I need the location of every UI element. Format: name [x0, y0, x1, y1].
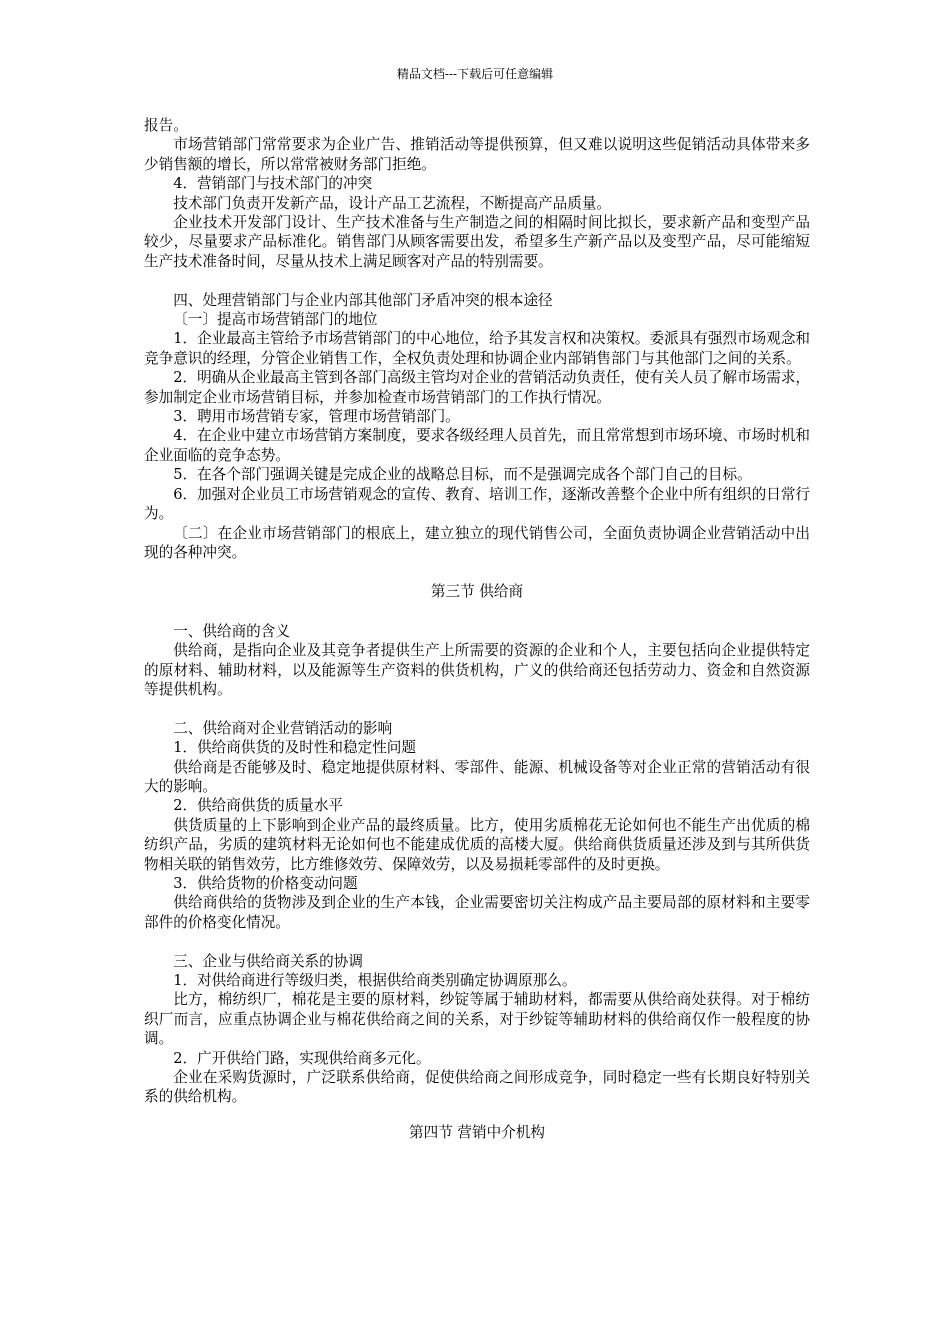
blank-line [144, 271, 810, 290]
heading: 二、供给商对企业营销活动的影响 [173, 719, 393, 737]
blank-line [144, 1107, 810, 1123]
document-body [144, 116, 810, 1142]
paragraph: 6．加强对企业员工市场营销观念的宣传、教育、培训工作，逐渐改善整个企业中所有组织的日常行为。 [144, 485, 811, 523]
blank-line [144, 562, 810, 582]
paragraph: 3．聘用市场营销专家，管理市场营销部门。 [173, 408, 460, 426]
blank-line [144, 932, 810, 951]
page-header: 精品文档---下载后可任意编辑 [396, 67, 554, 81]
blank-line [144, 602, 810, 622]
paragraph: 供给商供给的货物涉及到企业的生产本钱，企业需要密切关注构成产品主要局部的原材料和主要零部件的价格变化情况。 [144, 894, 810, 931]
paragraph: 供给商，是指向企业及其竞争者提供生产上所需要的资源的企业和个人，主要包括向企业提供特定的原材料、辅助材料，以及能源等生产资料的供货机构，广义的供给商还包括劳动力、资金和自然资源等提供机构。 [144, 642, 810, 698]
heading: 三、企业与供给商关系的协调 [173, 952, 363, 970]
subheading: 3．供给货物的价格变动问题 [173, 875, 358, 892]
paragraph: 供给商是否能够及时、稳定地提供原材料、零部件、能源、机械设备等对企业正常的营销活动有很大的影响。 [144, 758, 810, 795]
paragraph: 4．在企业中建立市场营销方案制度，要求各级经理人员首先，而且常常想到市场环境、市场时机和企业面临的竞争态势。 [144, 427, 811, 464]
subheading: 1．对供给商进行等级归类，根据供给商类别确定协调原那么。 [173, 972, 577, 990]
section-title: 第三节 供给商 [430, 583, 524, 601]
paragraph: 报告。 [144, 117, 188, 134]
subheading: 1．供给商供货的及时性和稳定性问题 [173, 739, 416, 757]
heading: 一、供给商的含义 [173, 622, 290, 640]
subheading: 〔一〕提高市场营销部门的地位 [173, 311, 378, 329]
section-title: 第四节 营销中介机构 [409, 1123, 545, 1141]
paragraph: 〔二〕在企业市场营销部门的根底上，建立独立的现代销售公司，全面负责协调企业营销活动中出现的各种冲突。 [144, 524, 810, 561]
paragraph: 比方，棉纺织厂，棉花是主要的原材料，纱锭等属于辅助材料，都需要从供给商处获得。对于棉纺织厂而言，应重点协调企业与棉花供给商之间的关系，对于纱锭等辅助材料的供给商仅作一般程度的协调。 [144, 991, 810, 1048]
paragraph: 企业技术开发部门设计、生产技术准备与生产制造之间的相隔时间比拟长，要求新产品和变型产品较少，尽量要求产品标准化。销售部门从顾客需要出发，希望多生产新产品以及变型产品，尽可能缩短生产技术准备时间，尽量从技术上满足顾客对产品的特别需要。 [144, 214, 810, 270]
paragraph: 1．企业最高主管给予市场营销部门的中心地位，给予其发言权和决策权。委派具有强烈市场观念和竞争意识的经理，分管企业销售工作，全权负责处理和协调企业内部销售部门与其他部门之间的关系。 [144, 330, 811, 367]
paragraph: 供货质量的上下影响到企业产品的最终质量。比方，使用劣质棉花无论如何也不能生产出优质的棉纺织产品，劣质的建筑材料无论如何也不能建成优质的高楼大厦。供给商供货质量还涉及到与其所供货物相关联的销售效劳，比方维修效劳、保障效劳，以及易损耗零部件的及时更换。 [144, 816, 810, 873]
paragraph: 技术部门负责开发新产品，设计产品工艺流程，不断提高产品质量。 [173, 194, 612, 212]
subheading: 2．广开供给门路，实现供给商多元化。 [173, 1049, 431, 1067]
subheading: 4．营销部门与技术部门的冲突 [173, 175, 373, 193]
heading: 四、处理营销部门与企业内部其他部门矛盾冲突的根本途径 [173, 291, 553, 309]
paragraph: 企业在采购货源时，广泛联系供给商，促使供给商之间形成竞争，同时稳定一些有长期良好特别关系的供给机构。 [144, 1069, 810, 1106]
paragraph: 市场营销部门常常要求为企业广告、推销活动等提供预算，但又难以说明这些促销活动具体带来多少销售额的增长，所以常常被财务部门拒绝。 [144, 136, 810, 173]
subheading: 2．供给商供货的质量水平 [173, 797, 344, 815]
blank-line [144, 699, 810, 718]
paragraph: 2．明确从企业最高主管到各部门高级主管均对企业的营销活动负责任，使有关人员了解市场需求，参加制定企业市场营销目标，并参加检查市场营销部门的工作执行情况。 [144, 369, 811, 406]
paragraph: 5．在各个部门强调关键是完成企业的战略总目标，而不是强调完成各个部门自己的目标。 [173, 466, 752, 484]
